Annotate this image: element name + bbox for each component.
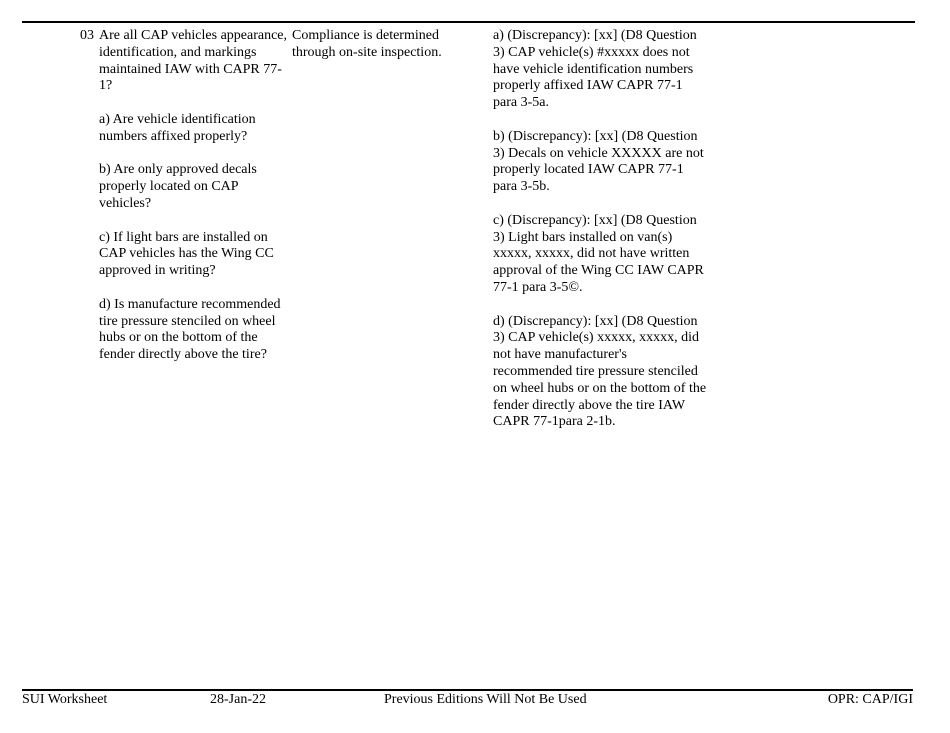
discrepancy-column: [493, 28, 708, 448]
question-text: Are all CAP vehicles appearance, identification, and markings maintained IAW with CAPR 77-1?: [99, 28, 288, 94]
question-number: 03: [80, 28, 94, 43]
sub-question-b: b) Are only approved decals properly located on CAP vehicles?: [99, 162, 257, 211]
footer-rule: [22, 689, 913, 691]
footer-notice: Previous Editions Will Not Be Used: [384, 692, 587, 707]
discrepancy-a: a) (Discrepancy): [xx] (D8 Question 3) CAP vehicle(s) #xxxxx does not have vehicle identification numbers properly affixed IAW CAPR 77-1 para 3-5a.: [493, 28, 697, 111]
guidance-column: [292, 28, 482, 78]
footer-title: SUI Worksheet: [22, 692, 108, 707]
sub-question-a: a) Are vehicle identification numbers affixed properly?: [99, 111, 256, 144]
footer-opr: OPR: CAP/IGI: [827, 692, 913, 707]
discrepancy-c: c) (Discrepancy): [xx] (D8 Question 3) Light bars installed on van(s) xxxxx, xxxxx, did not have written approval of the Wing CC IAW CAPR 77-1 para 3-5©.: [493, 212, 704, 295]
question-column: [99, 28, 289, 381]
sub-question-d: d) Is manufacture recommended tire pressure stenciled on wheel hubs or on the bottom of the fender directly above the tire?: [99, 296, 281, 363]
discrepancy-b: b) (Discrepancy): [xx] (D8 Question 3) Decals on vehicle XXXXX are not properly located IAW CAPR 77-1 para 3-5b.: [493, 128, 704, 195]
sub-question-c: c) If light bars are installed on CAP vehicles has the Wing CC approved in writing?: [99, 229, 274, 279]
footer-date: 28-Jan-22: [210, 692, 266, 707]
guidance-text: Compliance is determined through on-site inspection.: [292, 28, 442, 60]
discrepancy-d: d) (Discrepancy): [xx] (D8 Question 3) CAP vehicle(s) xxxxx, xxxxx, did not have manufacturer's recommended tire pressure stenciled on wheel hubs or on the bottom of the fender directly above the tire IAW CAPR 77-1para 2-1b.: [493, 313, 707, 430]
top-rule: [22, 21, 915, 23]
